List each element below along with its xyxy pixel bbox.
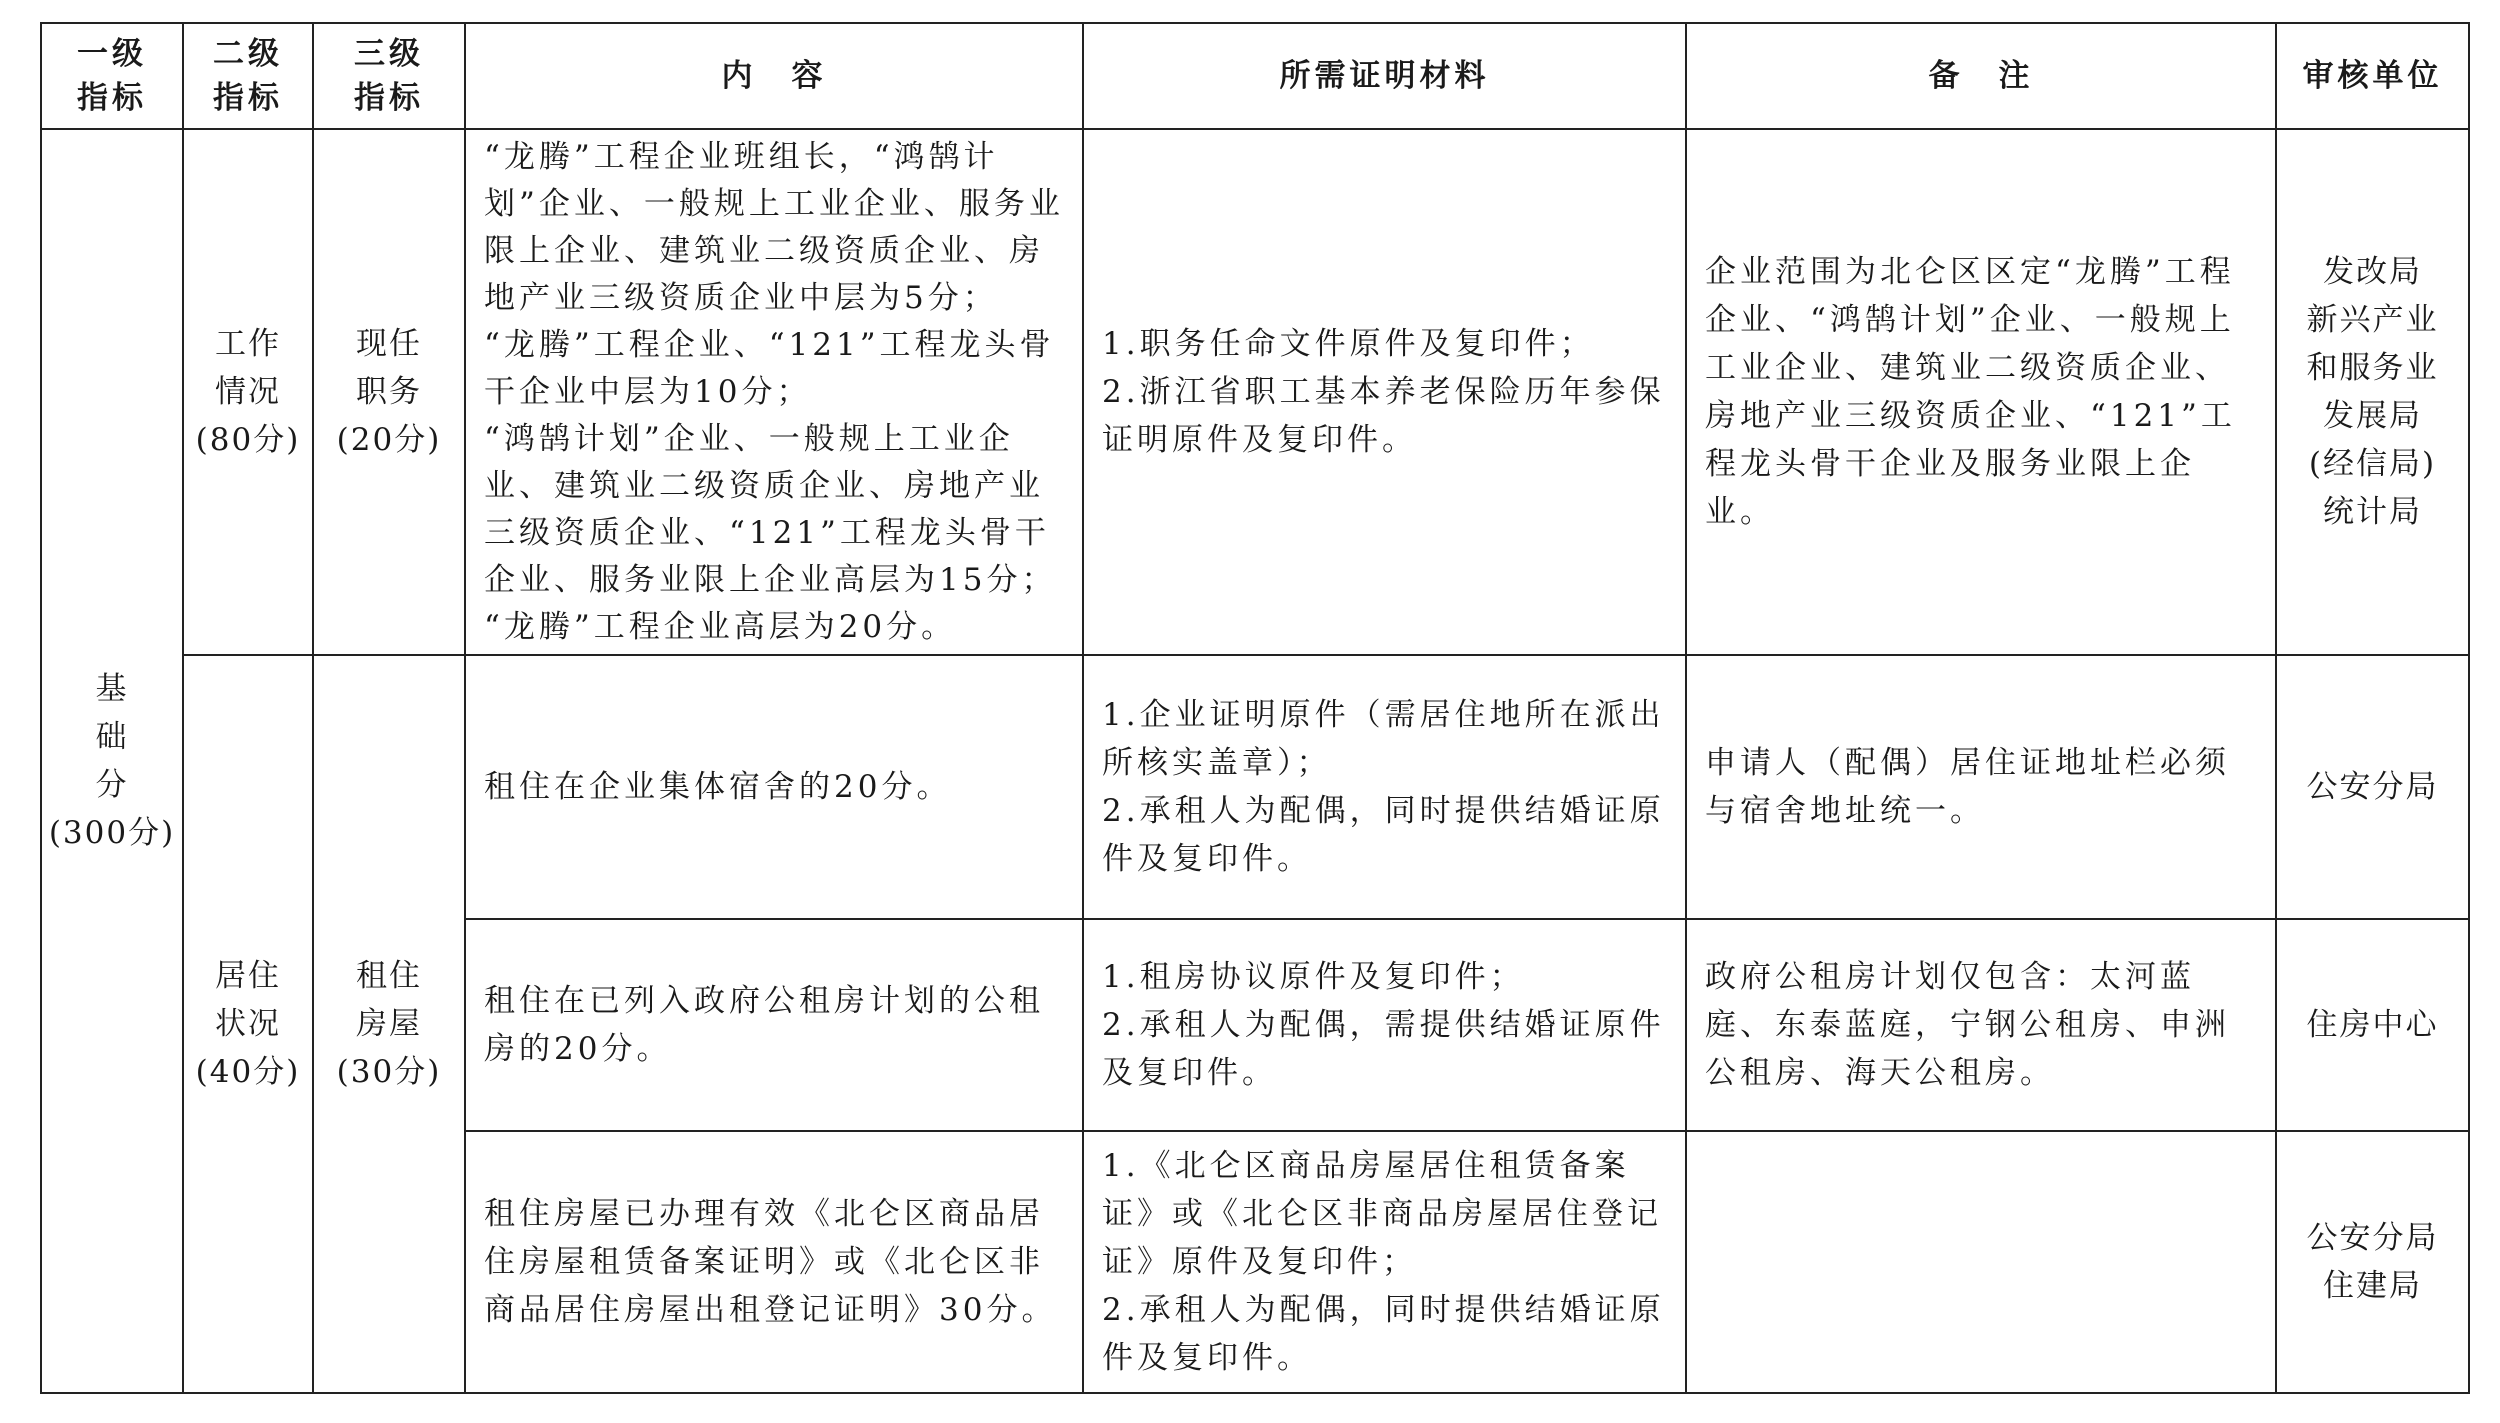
materials-cell: 1.企业证明原件（需居住地所在派出所核实盖章）； 2.承租人为配偶，同时提供结婚证原件及复印件。 (1083, 655, 1686, 919)
remarks-cell: 企业范围为北仑区区定“龙腾”工程企业、“鸿鹄计划”企业、一般规上工业企业、建筑业二级资质企业、房地产业三级资质企业、“121”工程龙头骨干企业及服务业限上企业。 (1686, 129, 2276, 655)
level3-cell: 租住 房屋 (30分) (313, 655, 465, 1393)
remarks-cell (1686, 1131, 2276, 1393)
materials-cell: 1.租房协议原件及复印件； 2.承租人为配偶，需提供结婚证原件及复印件。 (1083, 919, 1686, 1131)
level3-cell: 现任 职务 (20分) (313, 129, 465, 655)
header-unit: 审核单位 (2276, 23, 2469, 129)
unit-cell: 发改局 新兴产业 和服务业 发展局 (经信局) 统计局 (2276, 129, 2469, 655)
header-level3: 三级 指标 (313, 23, 465, 129)
content-cell: 租住房屋已办理有效《北仑区商品居住房屋租赁备案证明》或《北仑区非商品居住房屋出租登记证明》30分。 (465, 1131, 1083, 1393)
unit-cell: 住房中心 (2276, 919, 2469, 1131)
content-cell: 租住在企业集体宿舍的20分。 (465, 655, 1083, 919)
header-materials: 所需证明材料 (1083, 23, 1686, 129)
content-cell: 租住在已列入政府公租房计划的公租房的20分。 (465, 919, 1083, 1131)
level1-cell: 基 础 分 (300分) (41, 129, 183, 1393)
materials-cell: 1.《北仑区商品房屋居住租赁备案证》或《北仑区非商品房屋居住登记证》原件及复印件； 2.承租人为配偶，同时提供结婚证原件及复印件。 (1083, 1131, 1686, 1393)
remarks-cell: 政府公租房计划仅包含：太河蓝庭、东泰蓝庭，宁钢公租房、申洲公租房、海天公租房。 (1686, 919, 2276, 1131)
content-cell: “龙腾”工程企业班组长，“鸿鹄计划”企业、一般规上工业企业、服务业限上企业、建筑业二级资质企业、房地产业三级资质企业中层为5分； “龙腾”工程企业、“121”工程龙头骨干企业中层为10分； “鸿鹄计划”企业、一般规上工业企业、建筑业二级资质企业、房地产业三级资质企业、“121”工程龙头骨干企业、服务业限上企业高层为15分； “龙腾”工程企业高层为20分。 (465, 129, 1083, 655)
unit-cell: 公安分局 (2276, 655, 2469, 919)
level2-cell: 工作 情况 (80分) (183, 129, 313, 655)
header-level2: 二级 指标 (183, 23, 313, 129)
materials-cell: 1.职务任命文件原件及复印件； 2.浙江省职工基本养老保险历年参保证明原件及复印件。 (1083, 129, 1686, 655)
header-level1: 一级 指标 (41, 23, 183, 129)
header-content: 内 容 (465, 23, 1083, 129)
header-remarks: 备 注 (1686, 23, 2276, 129)
table-row (41, 655, 2469, 919)
level2-cell: 居住 状况 (40分) (183, 655, 313, 1393)
remarks-cell: 申请人（配偶）居住证地址栏必须与宿舍地址统一。 (1686, 655, 2276, 919)
header-row (41, 23, 2469, 129)
unit-cell: 公安分局 住建局 (2276, 1131, 2469, 1393)
table-row (41, 129, 2469, 655)
scoring-table (40, 22, 2470, 1394)
